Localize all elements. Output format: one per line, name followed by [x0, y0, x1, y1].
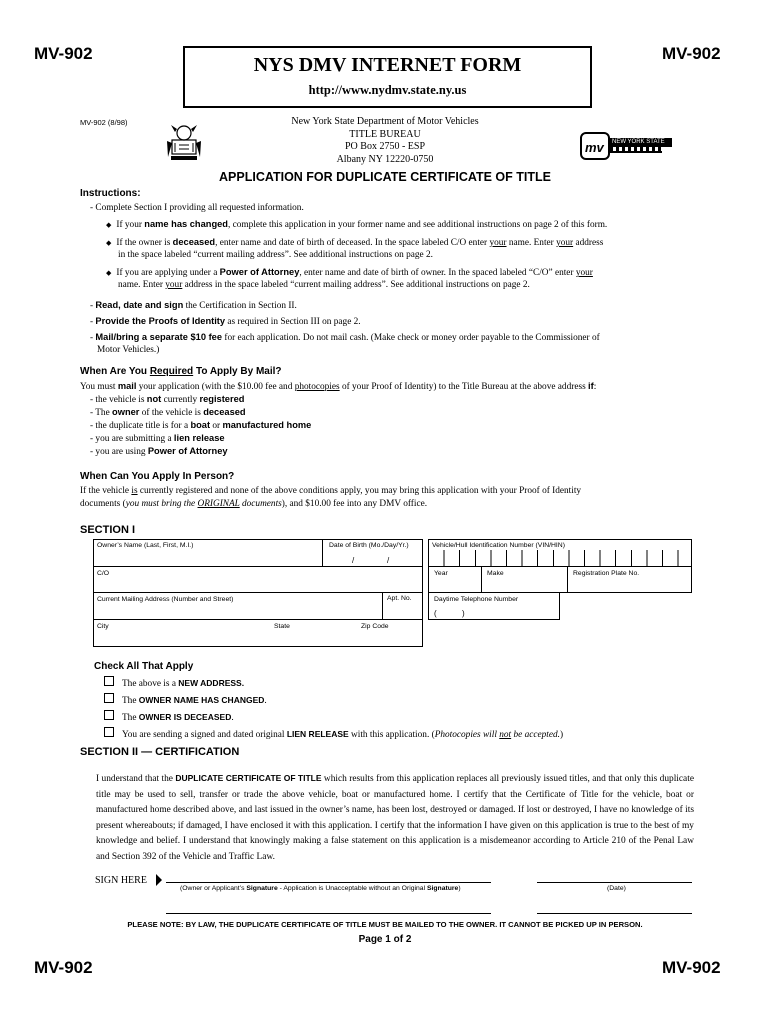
- in-person-heading: When Can You Apply In Person?: [80, 471, 235, 482]
- mail-condition-lien: - you are submitting a lien release: [90, 433, 225, 444]
- lien-release-checkbox[interactable]: [104, 727, 114, 737]
- in-person-line-1: If the vehicle is currently registered and none of the above conditions apply, you may bring this application with your Proof of Identity: [80, 486, 582, 496]
- form-number-top-right: MV-902: [662, 44, 721, 63]
- section-1-heading: SECTION I: [80, 524, 136, 536]
- mail-condition-deceased: - The owner of the vehicle is deceased: [90, 407, 246, 418]
- dob-cell[interactable]: [322, 539, 423, 567]
- instruction-sign: - Read, date and sign the Certification in Section II.: [90, 300, 297, 311]
- dmv-logo-key-blade: [608, 138, 672, 147]
- make-divider: [567, 567, 568, 592]
- blank-line-right: [537, 913, 692, 914]
- diamond-bullet-icon: ◆: [106, 221, 112, 229]
- form-revision: MV-902 (8/98): [80, 118, 128, 127]
- zip-code-label: Zip Code: [361, 623, 389, 630]
- dob-label: Date of Birth (Mo./Day/Yr.): [329, 542, 409, 549]
- agency-line-1: New York State Department of Motor Vehicles: [291, 116, 479, 127]
- year-label: Year: [434, 570, 448, 577]
- care-of-label: C/O: [97, 570, 110, 577]
- date-caption: (Date): [607, 885, 626, 892]
- agency-line-4: Albany NY 12220-0750: [336, 153, 434, 165]
- instruction-proofs: - Provide the Proofs of Identity as required in Section III on page 2.: [90, 316, 361, 327]
- dob-slash-2: /: [387, 556, 390, 565]
- street-address-label: Current Mailing Address (Number and Street): [97, 596, 234, 603]
- owner-deceased-checkbox[interactable]: [104, 710, 114, 720]
- agency-line-3: PO Box 2750 - ESP: [344, 141, 425, 152]
- mail-heading: When Are You Required To Apply By Mail?: [80, 366, 282, 377]
- vehicle-details-cell: [428, 566, 692, 593]
- pickup-notice: PLEASE NOTE: BY LAW, THE DUPLICATE CERTIFICATE OF TITLE MUST BE MAILED TO THE OWNER. IT CANNOT BE PICKED UP IN PERSON.: [127, 920, 643, 929]
- dmv-logo-key-teeth: [610, 147, 662, 153]
- phone-paren-open: (: [434, 609, 437, 618]
- page-number: Page 1 of 2: [358, 934, 412, 945]
- form-title: NYS DMV INTERNET FORM: [253, 54, 522, 76]
- care-of-cell[interactable]: [93, 566, 423, 593]
- check-all-heading: Check All That Apply: [94, 661, 194, 672]
- mail-condition-boat: - the duplicate title is for a boat or manufactured home: [90, 420, 312, 431]
- in-person-line-2: documents (you must bring the ORIGINAL documents), and $10.00 fee into any DMV office.: [80, 499, 428, 509]
- owner-name-changed-checkbox[interactable]: [104, 693, 114, 703]
- new-address-label: The above is a NEW ADDRESS.: [122, 678, 245, 689]
- form-number-bottom-left: MV-902: [34, 958, 93, 977]
- state-label: State: [274, 623, 290, 630]
- instruction-intro: - Complete Section I providing all requested information.: [90, 203, 304, 213]
- form-number-bottom-right: MV-902: [662, 958, 721, 977]
- form-number-top-left: MV-902: [34, 44, 93, 63]
- instruction-bullet-deceased: ◆ If the owner is deceased, enter name and date of birth of deceased. In the space labeled C/O enter your name. Enter your address: [106, 237, 604, 248]
- agency-line-2: TITLE BUREAU: [349, 128, 421, 140]
- instruction-bullet-poa-line2: name. Enter your address in the space labeled “current mailing address”. See additional instructions on page 2.: [118, 280, 530, 290]
- sign-arrow-icon: [155, 873, 163, 887]
- make-label: Make: [487, 570, 504, 577]
- instruction-bullet-poa: ◆ If you are applying under a Power of Attorney, enter name and date of birth of owner. In the spaced labeled “C/O” enter your: [106, 267, 593, 278]
- date-line[interactable]: [537, 882, 692, 883]
- phone-cell[interactable]: [428, 592, 560, 620]
- nys-seal-icon: [163, 121, 205, 161]
- signature-caption: (Owner or Applicant’s Signature - Application is Unacceptable without an Original Signature): [180, 885, 461, 892]
- owner-name-changed-label: The OWNER NAME HAS CHANGED.: [122, 695, 267, 706]
- owner-name-label: Owner’s Name (Last, First, M.I.): [97, 542, 194, 549]
- certification-paragraph: I understand that the DUPLICATE CERTIFICATE OF TITLE which results from this application replaces all previously issued titles, and that only this duplicate title may be used to sell, transfer or trade the above vehicle, boat or manufactured home. I certify that the Certificate of Title for the vehicle, boat or manufactured home described above, and last issued in the owner’s name, has been lost, destroyed or damaged. If lost or destroyed, I have no knowledge of its present whereabouts; if damaged, I have enclosed it with this application. I certify that the information I have given on this application is true to the best of my knowledge and belief. I understand that knowingly making a false statement on this application is a misdemeanor according to Article 210 of the Penal Law and Section 392 of the Vehicle and Traffic Law.: [96, 773, 694, 862]
- dmv-logo-key-head: [580, 132, 610, 160]
- new-address-checkbox[interactable]: [104, 676, 114, 686]
- dmv-logo-mark: mv: [585, 140, 604, 155]
- vin-character-boxes: [429, 550, 691, 566]
- dmv-logo: [580, 130, 676, 162]
- vin-label: Vehicle/Hull Identification Number (VIN/HIN): [432, 542, 565, 549]
- lien-release-label: You are sending a signed and dated original LIEN RELEASE with this application. (Photocopies will not be accepted.): [122, 729, 564, 740]
- instruction-bullet-deceased-line2: in the space labeled “current mailing address”. See additional instructions on page 2.: [118, 250, 433, 260]
- mail-requirement-line: You must mail your application (with the $10.00 fee and photocopies of your Proof of Identity) to the Title Bureau at the above address if:: [80, 381, 597, 392]
- plate-label: Registration Plate No.: [573, 570, 640, 577]
- sign-here-label: SIGN HERE: [95, 875, 147, 886]
- owner-deceased-label: The OWNER IS DECEASED.: [122, 712, 234, 723]
- vin-cell[interactable]: [428, 539, 692, 567]
- phone-label: Daytime Telephone Number: [434, 596, 519, 603]
- instruction-fee-line2: Motor Vehicles.): [97, 345, 160, 355]
- instruction-fee: - Mail/bring a separate $10 fee for each application. Do not mail cash. (Make check or money order payable to the Commissioner of: [90, 332, 600, 343]
- blank-line-left: [166, 913, 491, 914]
- city-label: City: [97, 623, 109, 630]
- application-title: APPLICATION FOR DUPLICATE CERTIFICATE OF TITLE: [219, 170, 551, 184]
- apt-number-cell[interactable]: [382, 592, 423, 620]
- apt-number-label: Apt. No.: [387, 595, 412, 602]
- mail-condition-not-registered: - the vehicle is not currently registered: [90, 394, 245, 405]
- website-url[interactable]: http://www.nydmv.state.ny.us: [308, 83, 467, 97]
- signature-line[interactable]: [166, 882, 491, 883]
- diamond-bullet-icon: ◆: [106, 239, 112, 247]
- section-2-heading: SECTION II — CERTIFICATION: [80, 746, 240, 758]
- diamond-bullet-icon: ◆: [106, 269, 112, 277]
- mail-condition-poa: - you are using Power of Attorney: [90, 446, 228, 457]
- agency-address: [230, 116, 540, 166]
- instructions-heading: Instructions:: [80, 188, 141, 199]
- city-cell[interactable]: [93, 619, 423, 647]
- year-divider: [481, 567, 482, 592]
- title-box: [183, 46, 592, 108]
- phone-paren-close: ): [462, 609, 465, 618]
- dmv-logo-text: NEW YORK STATE: [612, 139, 665, 145]
- dob-slash-1: /: [352, 556, 355, 565]
- instruction-bullet-name-change: ◆ If your name has changed, complete this application in your former name and see additional instructions on page 2 of this form.: [106, 219, 608, 230]
- street-address-cell[interactable]: [93, 592, 423, 620]
